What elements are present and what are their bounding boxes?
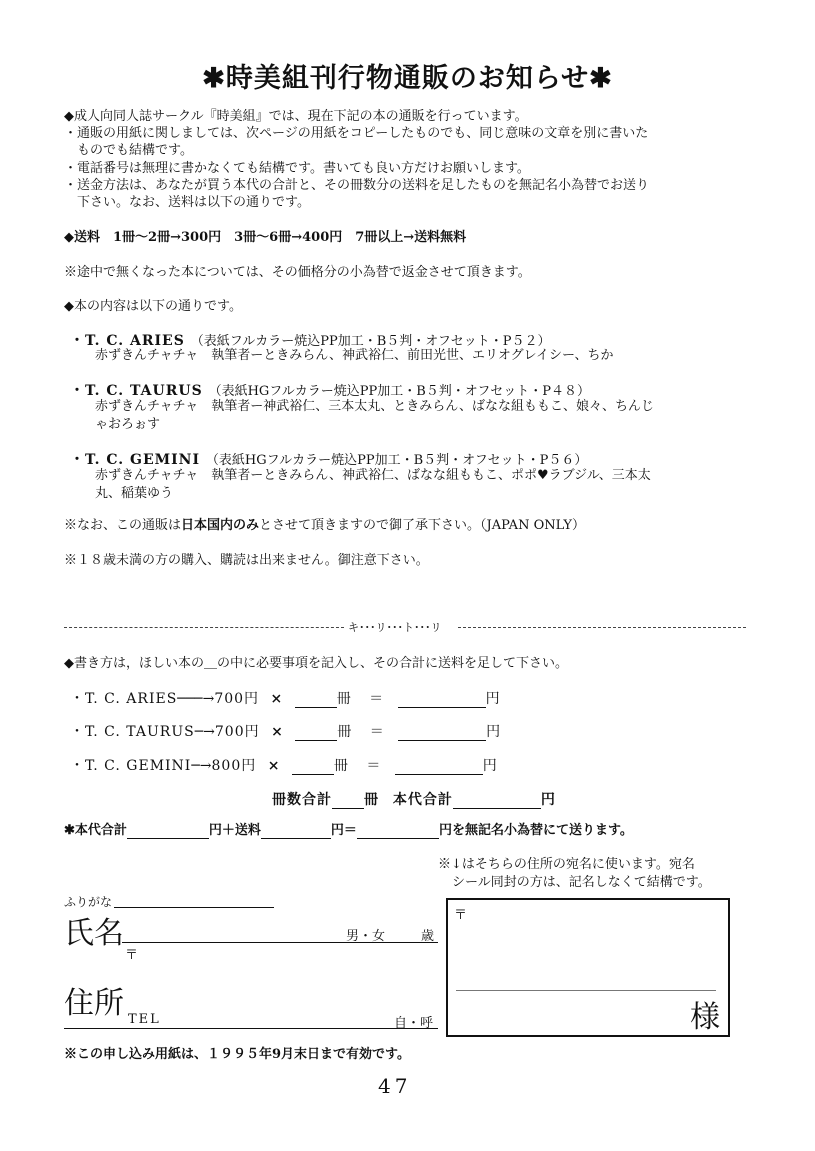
order-row-taurus	[70, 721, 501, 741]
order-book-name: ・T. C. TAURUS	[70, 724, 195, 740]
book-name: ・T. C. TAURUS	[70, 383, 203, 399]
intro-line: ものでも結構です。	[64, 143, 193, 158]
note-text: ※なお、この通販は	[64, 518, 182, 533]
address-note-cont: シール同封の方は、記名しなくて結構です。	[452, 875, 711, 890]
cut-line-right	[458, 627, 746, 628]
order-price: 800円	[211, 758, 257, 774]
tel-options[interactable]: 自・呼	[394, 1016, 434, 1031]
quantity-input-aries[interactable]	[295, 693, 337, 708]
summary-row	[64, 822, 633, 839]
contents-heading: ◆本の内容は以下の通りです。	[64, 299, 242, 314]
shipping-rates: ◆送料 1冊〜2冊→300円 3冊〜6冊→400円 7冊以上→送料無料	[64, 230, 467, 245]
arrow-icon: ─→	[194, 724, 215, 740]
order-price: 700円	[214, 724, 260, 740]
intro-line: ◆成人向同人誌サークル『時美組』では、現在下記の本の通販を行っています。	[64, 109, 528, 124]
order-row-gemini	[70, 755, 498, 775]
book-gemini-authors-cont: 丸、稲葉ゆう	[95, 486, 174, 501]
order-yen: 円	[486, 724, 502, 740]
book-total-label: 本代合計	[392, 792, 453, 808]
arrow-icon: ─→	[191, 758, 212, 774]
count-total-input[interactable]	[332, 794, 364, 809]
address-label-box[interactable]	[446, 898, 730, 1037]
intro-line: 下さい。なお、送料は以下の通りです。	[64, 195, 310, 210]
order-yen: 円	[482, 758, 498, 774]
order-yen: 円	[485, 691, 501, 707]
tel-label: TEL	[128, 1012, 161, 1027]
page-number: 47	[378, 1074, 412, 1098]
subtotal-input-gemini[interactable]	[395, 760, 483, 775]
validity-note: ※この申し込み用紙は、１９９５年9月末日まで有効です。	[64, 1047, 411, 1062]
book-sum-input[interactable]	[127, 824, 209, 839]
intro-line: ・電話番号は無理に書かなくても結構です。書いても良い方だけお願いします。	[64, 161, 530, 176]
arrow-icon: ───→	[177, 691, 215, 707]
summary-label: ✱本代合計	[64, 823, 127, 838]
book-spec: （表紙フルカラー焼込PP加工・B５判・オフセット・P５２）	[190, 334, 551, 349]
book-spec: （表紙HGフルカラー焼込PP加工・B５判・オフセット・P４８）	[208, 384, 591, 399]
times-icon: ×	[271, 724, 284, 740]
name-input[interactable]	[122, 942, 438, 943]
japan-only-note	[64, 517, 585, 534]
intro-line: ・通販の用紙に関しましては、次ページの用紙をコピーしたものでも、同じ意味の文章を別に書いた	[64, 126, 649, 141]
summary-equals: 円＝	[330, 823, 357, 838]
howto-instructions: ◆書き方は，ほしい本の＿の中に必要事項を記入し、その合計に送料を足して下さい。	[64, 656, 568, 671]
order-book-name: ・T. C. ARIES	[70, 691, 178, 707]
book-aries-authors: 赤ずきんチャチャ 執筆者ーときみらん、神武裕仁、前田光世、エリオグレイシー、ちか	[95, 348, 614, 363]
subtotal-input-aries[interactable]	[398, 693, 486, 708]
age-note: ※１８歳未満の方の購入、購読は出来ません。御注意下さい。	[64, 553, 429, 568]
quantity-input-taurus[interactable]	[295, 726, 337, 741]
order-row-aries	[70, 688, 501, 708]
summary-tail: 円を無記名小為替にて送ります。	[438, 823, 633, 838]
book-taurus-authors-cont: ゃおろぉす	[95, 417, 161, 432]
book-total-yen: 円	[540, 792, 556, 808]
order-price: 700円	[214, 691, 260, 707]
gender-options[interactable]: 男・女	[346, 929, 386, 944]
summary-plus: 円＋送料	[208, 823, 261, 838]
count-total-label: 冊数合計	[272, 792, 332, 808]
order-unit: 冊	[336, 691, 352, 707]
totals-row	[272, 789, 556, 809]
subtotal-input-taurus[interactable]	[398, 726, 486, 741]
name-label: 氏名	[64, 916, 124, 951]
order-unit: 冊	[337, 724, 353, 740]
quantity-input-gemini[interactable]	[292, 760, 334, 775]
equals-icon: ＝	[369, 691, 385, 707]
box-postal-mark: 〒	[454, 908, 468, 923]
page-title: ✱時美組刊行物通販のお知らせ✱	[202, 63, 613, 94]
book-gemini-authors: 赤ずきんチャチャ 執筆者ーときみらん、神武裕仁、ばなな組ももこ、ポポ♥ラブジル、三本太	[95, 468, 651, 483]
note-emphasis: 日本国内のみ	[181, 518, 260, 533]
order-unit: 冊	[333, 758, 349, 774]
cut-line-left	[64, 627, 344, 628]
furigana-label: ふりがな	[64, 895, 113, 909]
order-book-name: ・T. C. GEMINI	[70, 758, 192, 774]
furigana-input[interactable]	[114, 907, 274, 908]
intro-line: ・送金方法は、あなたが買う本代の合計と、その冊数分の送料を足したものを無記名小為替でお送り	[64, 178, 650, 193]
book-taurus-authors: 赤ずきんチャチャ 執筆者ー神武裕仁、三本太丸、ときみらん、ばなな組ももこ、娘々、ちんじ	[95, 399, 655, 414]
times-icon: ×	[267, 758, 281, 774]
note-text: とさせて頂きますので御了承下さい。（JAPAN ONLY）	[259, 518, 585, 533]
grand-total-input[interactable]	[357, 824, 439, 839]
equals-icon: ＝	[366, 758, 382, 774]
times-icon: ×	[270, 691, 284, 707]
book-spec: （表紙HGフルカラー焼込PP加工・B５判・オフセット・P５６）	[205, 453, 588, 468]
shipping-input[interactable]	[261, 824, 331, 839]
address-note: ※↓はそちらの住所の宛名に使います。宛名	[438, 857, 695, 872]
box-address-line	[456, 990, 716, 991]
address-label: 住所	[64, 986, 124, 1021]
refund-note: ※途中で無くなった本については、その価格分の小為替で返金させて頂きます。	[64, 265, 531, 280]
equals-icon: ＝	[369, 724, 385, 740]
cut-label: キ･･･リ･･･ト･･･リ	[348, 621, 442, 634]
book-name: ・T. C. GEMINI	[70, 452, 201, 468]
book-gemini-title	[70, 449, 587, 469]
book-taurus-title	[70, 380, 590, 400]
age-label: 歳	[421, 929, 435, 944]
address-input[interactable]	[64, 1028, 438, 1029]
honorific: 様	[690, 1000, 720, 1035]
book-name: ・T. C. ARIES	[70, 333, 185, 349]
count-unit: 冊	[364, 792, 379, 808]
postal-mark: 〒	[125, 948, 139, 963]
book-total-input[interactable]	[453, 794, 541, 809]
